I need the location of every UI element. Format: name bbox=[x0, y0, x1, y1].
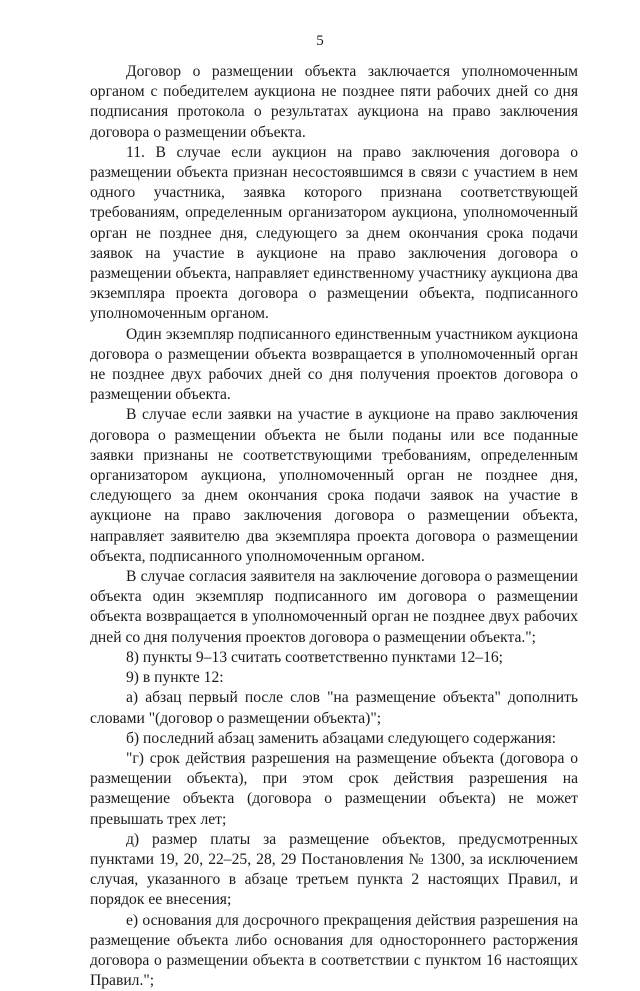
paragraph-item-8: 8) пункты 9–13 считать соответственно пунктами 12–16; bbox=[126, 648, 504, 666]
page-number: 5 bbox=[316, 33, 324, 49]
paragraph-applicant-consent: В случае согласия заявителя на заключение договора о размещении объекта один экземпляр подписанного им договора о размещении объекта возвращается в уполномоченный орган не позднее двух рабочих дней со дня получения проектов договора о размещении объекта."; bbox=[90, 568, 578, 646]
paragraph-subitem-b: б) последний абзац заменить абзацами следующего содержания: bbox=[126, 729, 556, 747]
paragraph-11-single-participant: 11. В случае если аукцион на право заключения договора о размещении объекта признан несостоявшимся в связи с участием в нем одного участника, заявка которого признана соответствующей требованиям, определенным организатором аукциона, уполномоченный орган не позднее дня, следующего за днем окончания срока подачи заявок на участие в аукционе на право заключения договора о размещении объекта, направляет единственному участнику аукциона два экземпляра проекта договора о размещении объекта, подписанного уполномоченным органом. bbox=[90, 143, 578, 323]
paragraph-subitem-e: е) основания для досрочного прекращения действия разрешения на размещение объекта либо основания для одностороннего расторжения договора о размещении объекта в соответствии с пунктом 16 настоящих Правил."; bbox=[90, 911, 578, 990]
paragraph-return-copy: Один экземпляр подписанного единственным участником аукциона договора о размещении объекта возвращается в уполномоченный орган не позднее двух рабочих дней со дня получения проектов договора о размещении объекта. bbox=[90, 325, 578, 404]
paragraph-no-applications: В случае если заявки на участие в аукционе на право заключения договора о размещении объекта не были поданы или все поданные заявки признаны не соответствующими требованиям, определенным организатором аукциона, уполномоченный орган не позднее дня, следующего за днем окончания срока подачи заявок на участие в аукционе на право заключения договора о размещении объекта, направляет заявителю два экземпляра проекта договора о размещении объекта, подписанного уполномоченным органом. bbox=[90, 406, 578, 565]
paragraph-subitem-d: д) размер платы за размещение объектов, предусмотренных пунктами 19, 20, 22–25, 28, 29 Постановления № 1300, за исключением случая, указанного в абзаце третьем пункта 2 настоящих Правил, и порядок ее внесения; bbox=[90, 830, 578, 909]
paragraph-contract-conclusion: Договор о размещении объекта заключается уполномоченным органом с победителем аукциона не позднее пяти рабочих дней со дня подписания протокола о результатах аукциона на право заключения договора о размещении объекта. bbox=[90, 63, 578, 141]
paragraph-subitem-a: а) абзац первый после слов "на размещение объекта" дополнить словами "(договор о размещении объекта)"; bbox=[90, 689, 578, 727]
document-body bbox=[90, 62, 578, 991]
paragraph-item-9: 9) в пункте 12: bbox=[126, 669, 224, 687]
paragraph-subitem-g: "г) срок действия разрешения на размещение объекта (договора о размещении объекта), при этом срок действия разрешения на размещение объекта (договора о размещении объекта) не может превышать трех лет; bbox=[90, 749, 578, 828]
